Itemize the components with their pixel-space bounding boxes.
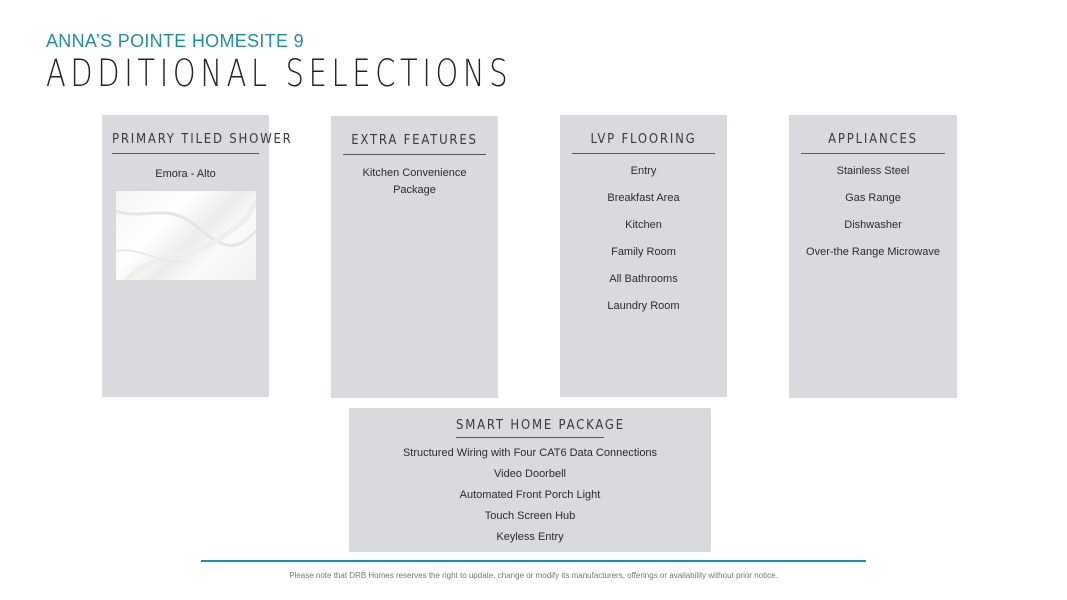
appliances-list bbox=[789, 162, 957, 270]
list-item: Keyless Entry bbox=[496, 531, 564, 543]
list-item: Over-the Range Microwave bbox=[806, 246, 940, 258]
extra-feature-item: Kitchen Convenience Package bbox=[362, 167, 467, 196]
list-item: Laundry Room bbox=[607, 300, 680, 312]
card-smart-home-package bbox=[349, 408, 711, 552]
list-item: Dishwasher bbox=[844, 219, 902, 231]
card-appliances bbox=[789, 115, 957, 398]
list-item: Kitchen bbox=[625, 219, 662, 231]
card-extra-features bbox=[331, 116, 498, 398]
list-item: Entry bbox=[630, 165, 657, 177]
card-primary-tiled-shower bbox=[102, 115, 293, 397]
card-heading: LVP FLOORING bbox=[572, 115, 715, 154]
card-lvp-flooring bbox=[560, 115, 727, 397]
smart-home-list bbox=[349, 445, 711, 550]
card-heading: PRIMARY TILED SHOWER bbox=[112, 115, 259, 154]
footer-divider bbox=[201, 560, 866, 562]
list-item: Stainless Steel bbox=[836, 165, 910, 177]
list-item: Automated Front Porch Light bbox=[459, 489, 601, 501]
list-item: Gas Range bbox=[845, 192, 901, 204]
card-heading: APPLIANCES bbox=[801, 115, 945, 154]
list-item: Family Room bbox=[611, 246, 676, 258]
disclaimer-note: Please note that DRB Homes reserves the right to update, change or modify its manufacturers, offerings or availability without prior notice. bbox=[289, 571, 778, 580]
list-item: Structured Wiring with Four CAT6 Data Connections bbox=[402, 447, 658, 459]
list-item: All Bathrooms bbox=[609, 273, 678, 285]
card-heading: EXTRA FEATURES bbox=[343, 116, 486, 155]
shower-selection-label: Emora - Alto bbox=[155, 168, 216, 180]
list-item: Touch Screen Hub bbox=[484, 510, 576, 522]
card-heading: SMART HOME PACKAGE bbox=[456, 408, 604, 438]
list-item: Video Doorbell bbox=[494, 468, 566, 480]
page-title: ADDITIONAL SELECTIONS bbox=[46, 52, 513, 95]
tile-swatch-image bbox=[116, 191, 256, 280]
community-subtitle: ANNA’S POINTE HOMESITE 9 bbox=[46, 31, 304, 51]
list-item: Breakfast Area bbox=[607, 192, 680, 204]
flooring-list bbox=[560, 162, 727, 324]
